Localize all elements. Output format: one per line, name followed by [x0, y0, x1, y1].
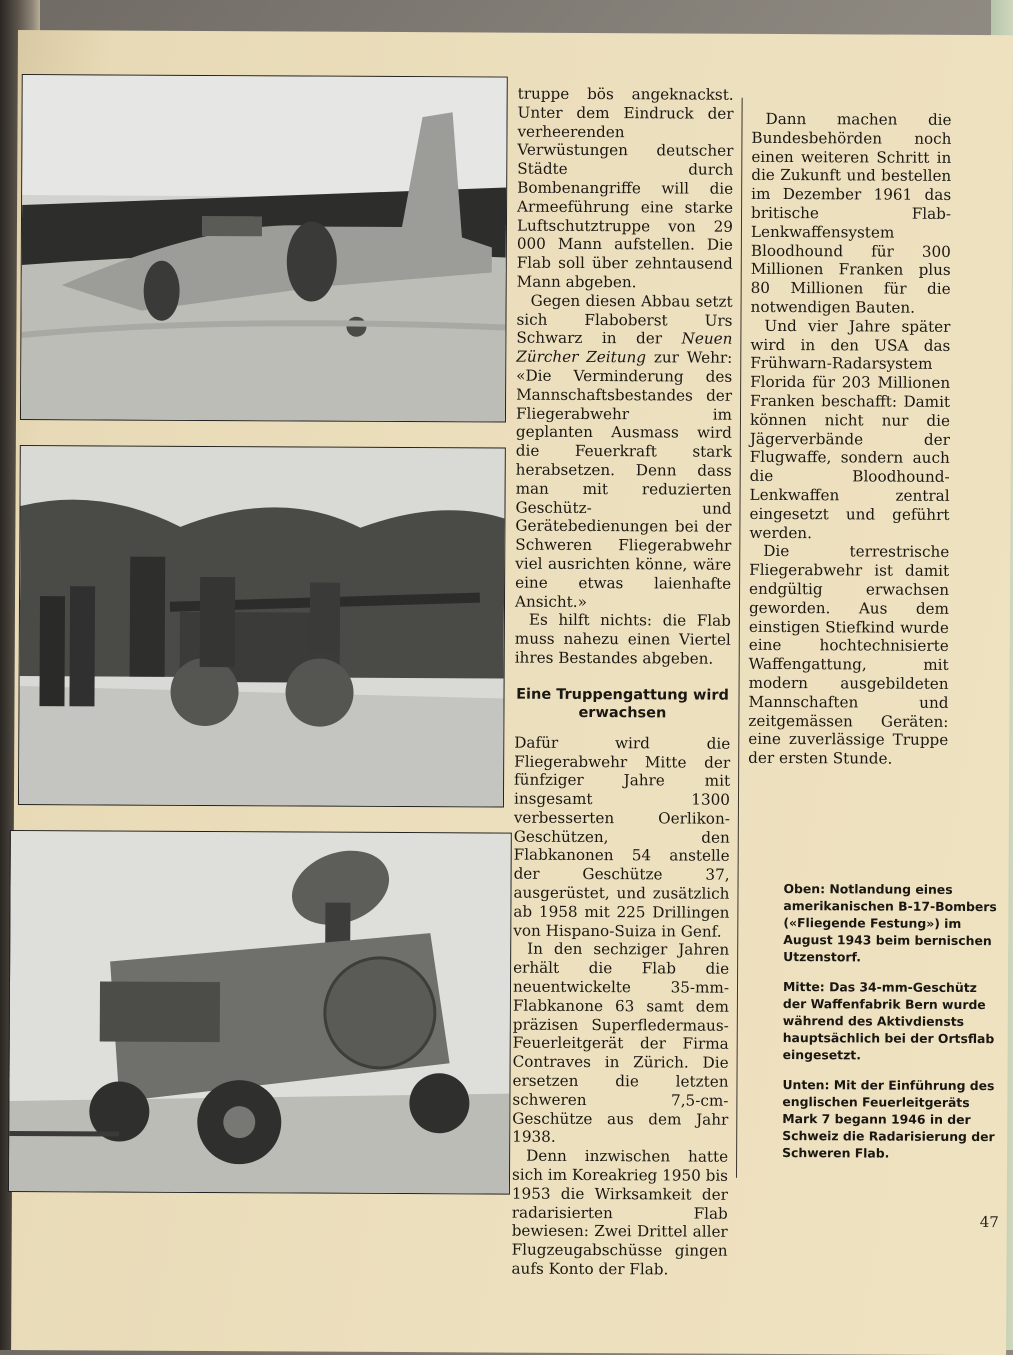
col1-paragraph-3: Es hilft nichts: die Flab muss nahezu einen Viertel ihres Bestandes abgeben. [514, 610, 731, 668]
photo-captions [782, 880, 999, 1175]
caption-mitte: Mitte: Das 34-mm-Geschütz der Waffenfabrik Bern wurde während des Aktivdiensts hauptsächlich bei der Ortsflab eingesetzt. [782, 979, 995, 1063]
bomber-illustration [21, 75, 507, 422]
text-column-1 [511, 85, 733, 1280]
photo-b17-bomber [20, 74, 508, 423]
caption-oben: Oben: Notlandung eines amerikanischen B-17-Bombers («Fliegende Festung») im August 1943 beim bernischen Utzenstorf. [783, 881, 997, 965]
text-column-2 [748, 110, 951, 769]
col2-paragraph-3: Die terrestrische Fliegerabwehr ist damit endgültig erwachsen geworden. Aus dem einstigen Stiefkind wurde eine hochtechnisierte Waffengattung, mit modern ausgebildeten Mannschaften und zeitgemässen Geräten: eine zuverlässige Truppe der ersten Stunde. [748, 542, 950, 768]
col1-paragraph-1: truppe bös angeknackst. Unter dem Eindruck der verheerenden Verwüstungen deutscher Städte durch Bombenangriffe will die Armeeführung eine starke Luftschutztruppe von 29 000 Mann aufstellen. Die Flab soll über zehntausend Mann abgeben. [516, 84, 734, 292]
photo-radar-mark7 [8, 830, 512, 1195]
col1-paragraph-4: Dafür wird die Fliegerabwehr Mitte der fünfziger Jahre mit insgesamt 1300 verbesserten Oerlikon-Geschützen, den Flabkanonen 54 anstelle der Geschütze 37, ausgerüstet, und zusätzlich ab 1958 mit 225 Drillingen von Hispano-Suiza in Genf. [513, 733, 731, 941]
col1-paragraph-6: Denn inzwischen hatte sich im Koreakrieg 1950 bis 1953 die Wirksamkeit der radarisierten Flab bewiesen: Zwei Drittel aller Flugzeugabschüsse gingen aufs Konto der Flab. [511, 1146, 729, 1279]
book-page [11, 30, 1013, 1355]
column-divider [736, 98, 743, 1178]
col1-paragraph-2 [515, 291, 733, 612]
gun-illustration [19, 446, 505, 807]
col2-paragraph-1: Dann machen die Bundesbehörden noch einen weiteren Schritt in die Zukunft und bestellen im Dezember 1961 das britische Flab-Lenkwaffensystem Bloodhound für 300 Millionen Franken plus 80 Millionen für die notwendigen Bauten. [750, 109, 952, 317]
col1-paragraph-5: In den sechziger Jahren erhält die Flab die neuentwickelte 35-mm-Flabkanone 63 samt dem präzisen Superfledermaus-Feuerleitgerät der Firma Contraves in Zürich. Die ersetzen die letzten schweren 7,5-cm-Geschütze aus dem Jahr 1938. [512, 940, 730, 1147]
photo-34mm-gun [18, 445, 506, 808]
caption-unten: Unten: Mit der Einführung des englischen Feuerleitgeräts Mark 7 begann 1946 in der Schweiz die Radarisierung der Schweren Flab. [782, 1077, 995, 1161]
newspaper-name: Neuen Zürcher Zeitung [516, 329, 733, 367]
col1-p2-text-a: Gegen diesen Abbau setzt sich Flaboberst Urs Schwarz in der [516, 291, 733, 348]
section-heading: Eine Truppengattung wird erwachsen [516, 686, 729, 722]
radar-illustration [9, 831, 511, 1194]
col1-p2-text-b: zur Wehr: «Die Verminderung des Mannschaftsbestandes der Fliegerabwehr im geplanten Ausmass wird die Feuerkraft stark herabsetzen. Denn dass man mit reduzierten Geschütz- und Gerätebedienungen bei der Schweren Fliegerabwehr viel ausrichten könne, wäre eine etwas laienhafte Ansicht.» [514, 348, 733, 611]
col2-paragraph-2: Und vier Jahre später wird in den USA das Frühwarn-Radarsystem Florida für 203 Millionen Franken beschafft: Damit können nicht nur die Jägerverbände der Flugwaffe, sondern auch die Bloodhound-Lenkwaffen zentral eingesetzt und geführt werden. [749, 316, 951, 542]
page-number: 47 [979, 1213, 999, 1232]
